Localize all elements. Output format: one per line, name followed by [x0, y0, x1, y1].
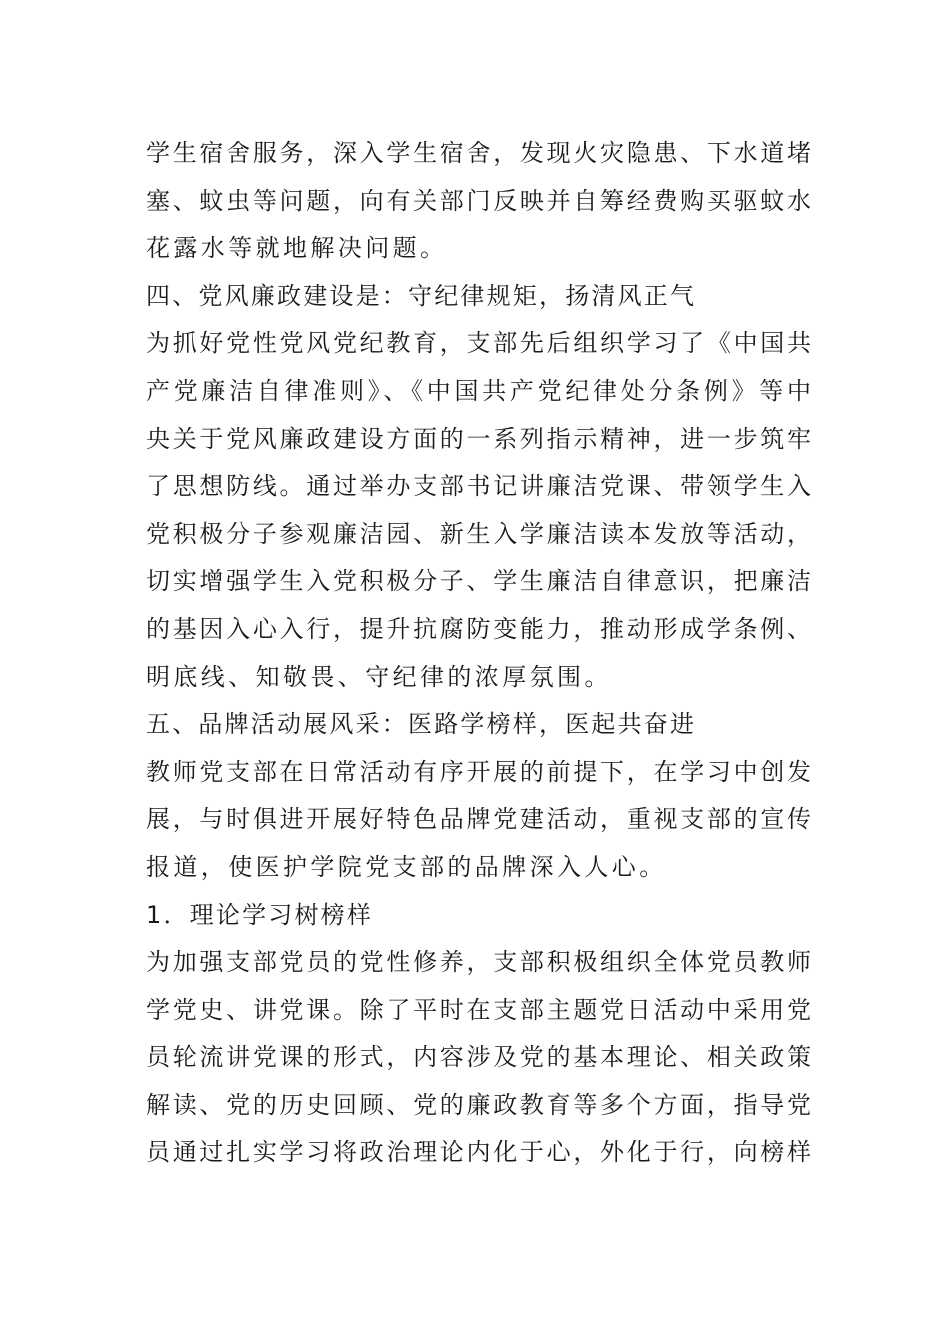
text-line-22: 员通过扎实学习将政治理论内化于心，外化于行，向榜样 [146, 1138, 811, 1167]
section-heading-5: 五、品牌活动展风采：医路学榜样，医起共奋进 [146, 710, 697, 739]
text-line-12: 明底线、知敬畏、守纪律的浓厚氛围。 [146, 662, 612, 691]
text-line-15: 展，与时俱进开展好特色品牌党建活动，重视支部的宣传 [146, 805, 811, 834]
subsection-heading-1: 1．理论学习树榜样 [146, 900, 374, 929]
text-line-8: 了思想防线。通过举办支部书记讲廉洁党课、带领学生入 [146, 472, 811, 501]
section-heading-4: 四、党风廉政建设是：守纪律规矩，扬清风正气 [146, 281, 697, 310]
text-line-6: 产党廉洁自律准则》、《中国共产党纪律处分条例》等中 [146, 376, 811, 405]
text-line-3: 花露水等就地解决问题。 [146, 234, 448, 263]
text-line-9: 党积极分子参观廉洁园、新生入学廉洁读本发放等活动， [146, 519, 811, 548]
text-line-7: 央关于党风廉政建设方面的一系列指示精神，进一步筑牢 [146, 424, 811, 453]
text-line-20: 员轮流讲党课的形式，内容涉及党的基本理论、相关政策 [146, 1043, 811, 1072]
text-line-11: 的基因入心入行，提升抗腐防变能力，推动形成学条例、 [146, 614, 811, 643]
text-line-10: 切实增强学生入党积极分子、学生廉洁自律意识，把廉洁 [146, 567, 811, 596]
text-line-21: 解读、党的历史回顾、党的廉政教育等多个方面，指导党 [146, 1090, 811, 1119]
text-line-16: 报道，使医护学院党支部的品牌深入人心。 [146, 852, 667, 881]
document-page [146, 130, 811, 1177]
text-line-5: 为抓好党性党风党纪教育，支部先后组织学习了《中国共 [146, 329, 811, 358]
text-line-1: 学生宿舍服务，深入学生宿舍，发现火灾隐患、下水道堵 [146, 139, 811, 167]
text-line-2: 塞、蚊虫等问题，向有关部门反映并自筹经费购买驱蚊水 [146, 186, 811, 215]
text-line-19: 学党史、讲党课。除了平时在支部主题党日活动中采用党 [146, 995, 811, 1024]
text-line-18: 为加强支部党员的党性修养，支部积极组织全体党员教师 [146, 948, 811, 977]
text-line-14: 教师党支部在日常活动有序开展的前提下，在学习中创发 [146, 757, 811, 786]
